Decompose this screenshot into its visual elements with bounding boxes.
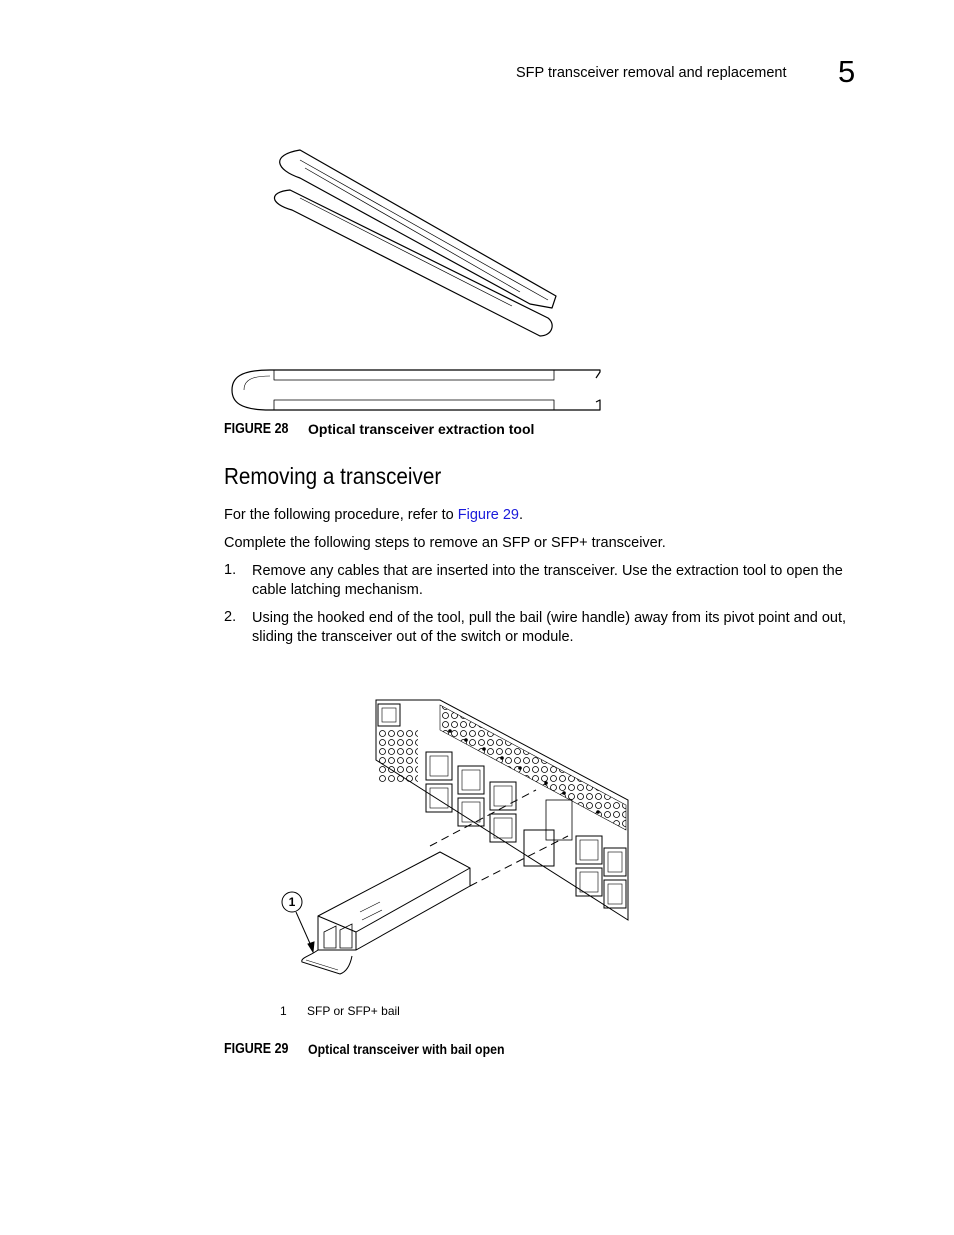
figure-29-title: Optical transceiver with bail open xyxy=(308,1041,505,1057)
step-1-number: 1. xyxy=(224,562,237,578)
intro-refer-paragraph xyxy=(224,506,523,525)
running-header-title: SFP transceiver removal and replacement xyxy=(516,65,787,81)
figure-28-title: Optical transceiver extraction tool xyxy=(308,421,535,437)
chapter-number: 5 xyxy=(838,54,856,89)
figure-29-label: FIGURE 29 xyxy=(224,1041,289,1057)
callout-1-number: 1 xyxy=(280,1004,287,1018)
figure-28-label: FIGURE 28 xyxy=(224,421,289,437)
step-1-text: Remove any cables that are inserted into the transceiver. Use the extraction tool to open the cable latching mechanism. xyxy=(252,563,843,598)
callout-marker-1: 1 xyxy=(288,895,296,909)
intro-refer-prefix: For the following procedure, refer to xyxy=(224,507,458,523)
callout-1-text: SFP or SFP+ bail xyxy=(307,1004,400,1018)
section-heading: Removing a transceiver xyxy=(224,463,442,489)
step-2-text: Using the hooked end of the tool, pull the bail (wire handle) away from its pivot point and out, sliding the transceiver out of the switch or module. xyxy=(252,610,847,645)
step-2-number: 2. xyxy=(224,609,237,625)
figure-29-link[interactable]: Figure 29 xyxy=(457,507,519,523)
intro-lead-paragraph: Complete the following steps to remove an SFP or SFP+ transceiver. xyxy=(224,535,666,551)
intro-refer-suffix: . xyxy=(519,507,524,523)
